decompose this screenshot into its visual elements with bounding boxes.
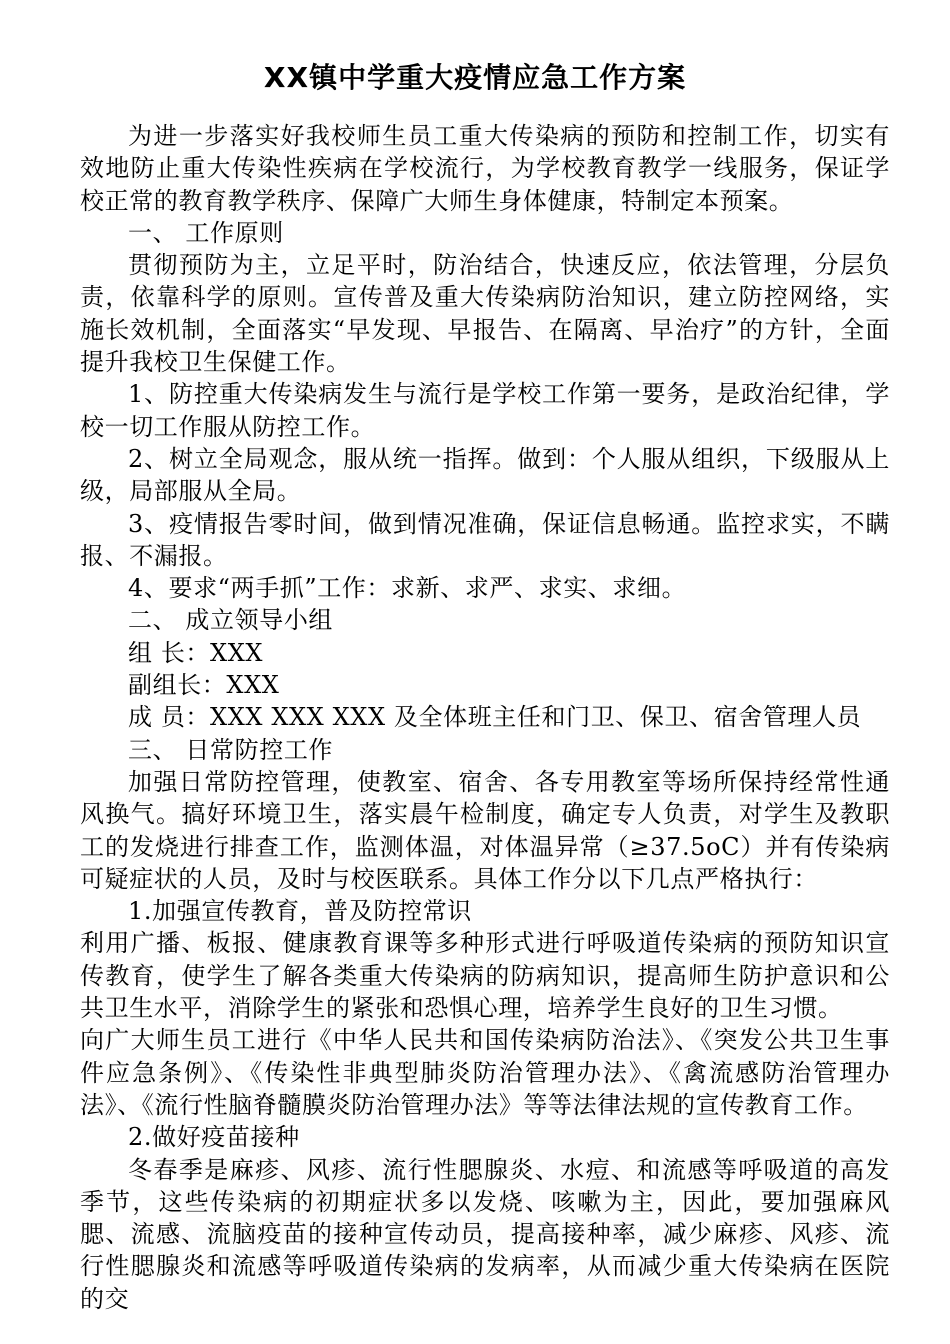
paragraph: 3、疫情报告零时间，做到情况准确，保证信息畅通。监控求实，不瞒报、不漏报。 (80, 509, 890, 570)
paragraph: 二、 成立领导小组 (128, 606, 334, 635)
paragraph: 一、 工作原则 (128, 218, 284, 247)
paragraph: 4、要求“两手抓”工作：求新、求严、求实、求细。 (128, 574, 687, 603)
paragraph: 副组长：XXX (128, 671, 280, 700)
paragraph: 2、树立全局观念，服从统一指挥。做到：个人服从组织，下级服从上级，局部服从全局。 (80, 444, 890, 506)
paragraph: 冬春季是麻疹、风疹、流行性腮腺炎、水痘、和流感等呼吸道的高发季节，这些传染病的初期症状多以发烧、咳嗽为主，因此，要加强麻风腮、流感、流脑疫苗的接种宣传动员，提高接种率，减少麻疹、风疹、流行性腮腺炎和流感等呼吸道传染病的发病率，从而减少重大传染病在医院的交 (80, 1155, 890, 1313)
paragraph: 贯彻预防为主，立足平时，防治结合，快速反应，依法管理，分层负责，依靠科学的原则。宣传普及重大传染病防治知识，建立防控网络，实施长效机制，全面落实“早发现、早报告、在隔离、早治疗”的方针，全面提升我校卫生保健工作。 (80, 251, 890, 377)
paragraph: 向广大师生员工进行《中华人民共和国传染病防治法》、《突发公共卫生事件应急条例》、《传染性非典型肺炎防治管理办法》、《禽流感防治管理办法》、《流行性脑脊髓膜炎防治管理办法》等等法律法规的宣传教育工作。 (80, 1026, 890, 1119)
paragraph: 组 长：XXX (128, 638, 264, 667)
paragraph: 利用广播、板报、健康教育课等多种形式进行呼吸道传染病的预防知识宣传教育，使学生了解各类重大传染病的防病知识，提高师生防护意识和公共卫生水平，消除学生的紧张和恐惧心理，培养学生良好的卫生习惯。 (80, 929, 890, 1023)
paragraph: 1.加强宣传教育，普及防控常识 (128, 897, 472, 926)
document-title: XX镇中学重大疫情应急工作方案 (263, 61, 687, 94)
document-body (80, 120, 890, 1315)
paragraph: 2.做好疫苗接种 (128, 1123, 300, 1152)
paragraph: 成 员：XXX XXX XXX 及全体班主任和门卫、保卫、宿舍管理人员 (128, 703, 862, 732)
paragraph: 1、防控重大传染病发生与流行是学校工作第一要务，是政治纪律，学校一切工作服从防控工作。 (80, 380, 890, 441)
paragraph: 三、 日常防控工作 (128, 735, 334, 764)
paragraph: 为进一步落实好我校师生员工重大传染病的预防和控制工作，切实有效地防止重大传染性疾病在学校流行，为学校教育教学一线服务，保证学校正常的教育教学秩序、保障广大师生身体健康，特制定本预案。 (80, 122, 890, 215)
paragraph: 加强日常防控管理，使教室、宿舍、各专用教室等场所保持经常性通风换气。搞好环境卫生，落实晨午检制度，确定专人负责，对学生及教职工的发烧进行排查工作，监测体温，对体温异常（≥37.5oC）并有传染病可疑症状的人员，及时与校医联系。具体工作分以下几点严格执行： (80, 767, 890, 893)
